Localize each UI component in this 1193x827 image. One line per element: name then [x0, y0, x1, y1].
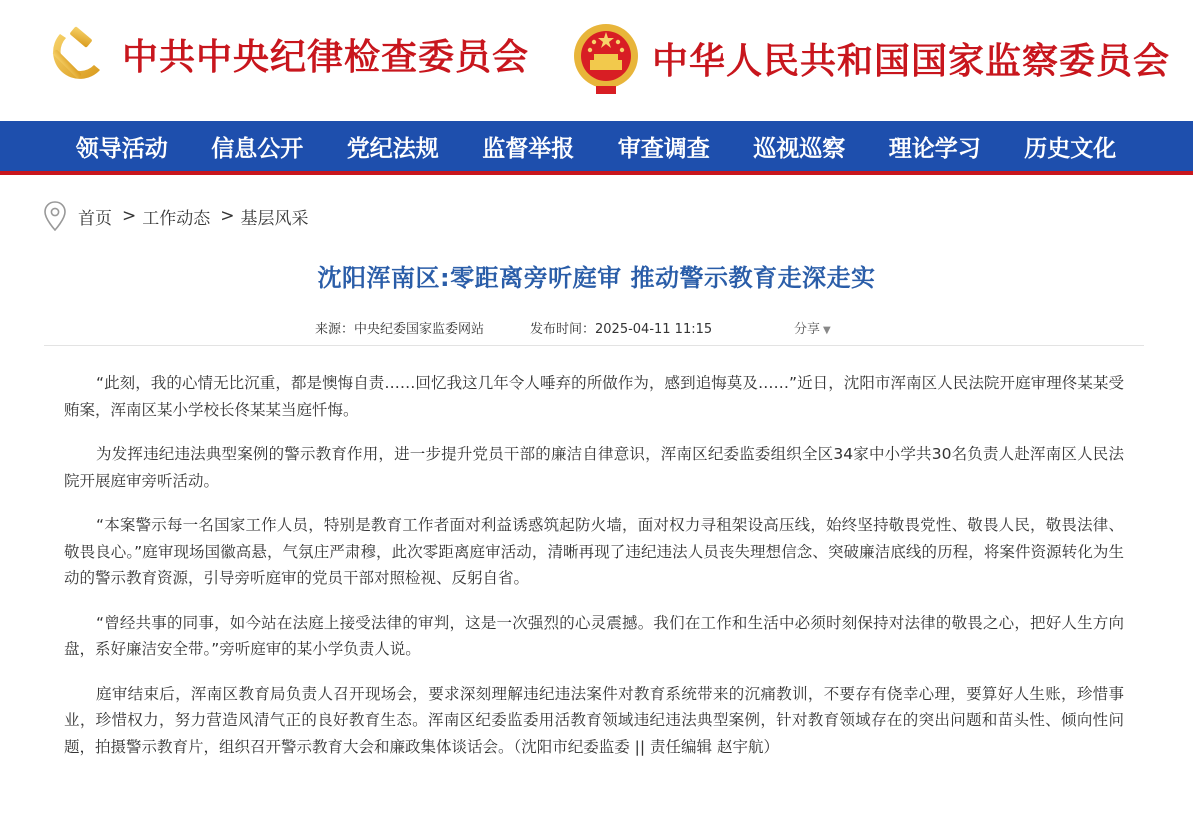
breadcrumb: [44, 201, 309, 231]
main-nav: [0, 121, 1193, 175]
hammer-sickle-emblem: [44, 20, 112, 88]
article-paragraph: 为发挥违纪违法典型案例的警示教育作用，进一步提升党员干部的廉洁自律意识，浑南区纪委监委组织全区34家中小学共30名负责人赴浑南区人民法院开展庭审旁听活动。: [64, 445, 1124, 490]
nav-item-theory[interactable]: 理论学习: [888, 134, 981, 162]
nsc-brand[interactable]: [570, 20, 1170, 96]
nav-item-report[interactable]: 监督举报: [482, 134, 575, 162]
nsc-name: 中华人民共和国国家监察委员会: [652, 39, 1171, 82]
ccdi-brand[interactable]: [44, 20, 529, 88]
chevron-down-icon: ▼: [823, 325, 831, 336]
location-pin-icon: [44, 201, 66, 231]
breadcrumb-work-news[interactable]: 工作动态: [142, 208, 211, 229]
article-paragraph: “本案警示每一名国家工作人员，特别是教育工作者面对利益诱惑筑起防火墙，面对权力寻租架设高压线，始终坚持敬畏党性、敬畏人民，敬畏法律、敬畏良心。”庭审现场国徽高悬，气氛庄严肃穆，此次零距离庭审活动，清晰再现了违纪违法人员丧失理想信念、突破廉洁底线的历程，将案件资源转化为生动的警示教育资源，引导旁听庭审的党员干部对照检视、反躬自省。: [64, 516, 1124, 587]
national-emblem: [570, 20, 642, 96]
ccdi-name: 中共中央纪律检查委员会: [122, 35, 530, 78]
article-publish-time: 发布时间：2025-04-11 11:15: [530, 322, 713, 337]
nav-item-inspection[interactable]: 巡视巡察: [753, 134, 846, 162]
article-paragraph: 庭审结束后，浑南区教育局负责人召开现场会，要求深刻理解违纪违法案件对教育系统带来的沉痛教训，不要存有侥幸心理，要算好人生账，珍惜事业，珍惜权力，努力营造风清气正的良好教育生态。浑南区纪委监委用活教育领域违纪违法典型案例，针对教育领域存在的突出问题和苗头性、倾向性问题，拍摄警示教育片，组织召开警示教育大会和廉政集体谈话会。（沈阳市纪委监委 || 责任编辑 赵宇航）: [64, 684, 1124, 756]
nav-item-info-disclosure[interactable]: 信息公开: [211, 134, 304, 162]
article-body: [64, 370, 1124, 778]
article-source: 来源：中央纪委国家监委网站: [315, 322, 485, 337]
nav-item-regulations[interactable]: 党纪法规: [346, 134, 439, 162]
share-label: 分享: [794, 322, 821, 337]
breadcrumb-home[interactable]: 首页: [78, 208, 112, 229]
nav-item-investigation[interactable]: 审查调查: [617, 134, 710, 162]
breadcrumb-separator: >: [220, 206, 235, 226]
article-paragraph: “此刻，我的心情无比沉重，都是懊悔自责……回忆我这几年令人唾弃的所做作为，感到追悔莫及……”近日，沈阳市浑南区人民法院开庭审理佟某某受贿案，浑南区某小学校长佟某某当庭忏悔。: [64, 374, 1124, 419]
site-header: [0, 0, 1193, 121]
article-title: 沈阳浑南区:零距离旁听庭审 推动警示教育走深走实: [317, 264, 876, 292]
meta-divider: [44, 345, 1144, 346]
breadcrumb-grassroots[interactable]: 基层风采: [240, 208, 309, 229]
share-button[interactable]: [794, 318, 831, 337]
breadcrumb-separator: >: [122, 206, 137, 226]
nav-item-leadership[interactable]: 领导活动: [75, 134, 168, 162]
nav-item-history[interactable]: 历史文化: [1024, 134, 1117, 162]
article-paragraph: “曾经共事的同事，如今站在法庭上接受法律的审判，这是一次强烈的心灵震撼。我们在工作和生活中必须时刻保持对法律的敬畏之心，把好人生方向盘，系好廉洁安全带。”旁听庭审的某小学负责人说。: [64, 613, 1124, 658]
